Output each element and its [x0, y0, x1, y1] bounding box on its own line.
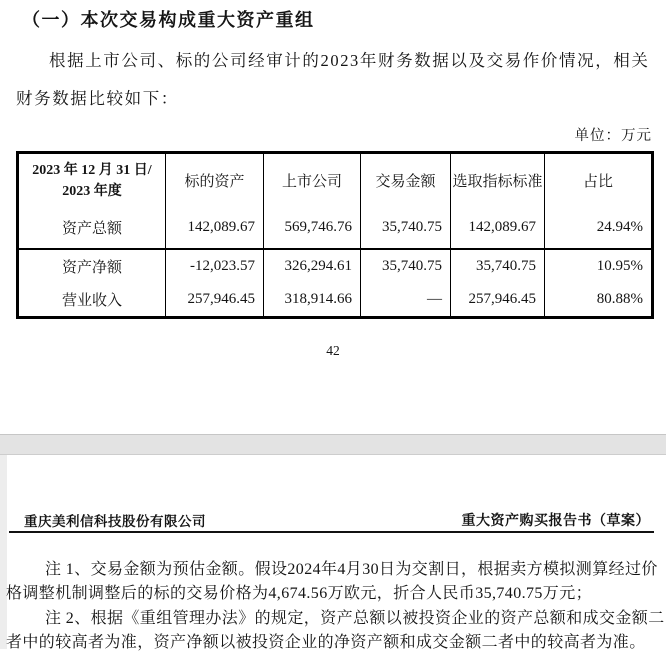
- page-separator-band: [0, 434, 666, 455]
- section-heading: （一）本次交易构成重大资产重组: [22, 10, 315, 30]
- period-line-1: 2023 年 12 月 31 日/: [32, 162, 152, 178]
- table-cell: 10.95%: [596, 258, 643, 274]
- period-line-2: 2023 年度: [62, 183, 122, 199]
- table-cell: 142,089.67: [166, 208, 264, 249]
- table-cell: 24.94%: [545, 208, 653, 249]
- table-row-net-assets: [18, 249, 653, 284]
- table-cell: 资产总额: [18, 208, 166, 249]
- table-cell: 318,914.66: [264, 284, 361, 318]
- table-cell: —: [361, 284, 451, 318]
- body-paragraph-line-1: 根据上市公司、标的公司经审计的2023年财务数据以及交易作价情况，相关: [49, 51, 650, 70]
- page-number: 42: [326, 343, 340, 358]
- table-cell: -12,023.57: [166, 249, 264, 284]
- table-header-cell-target-assets: 标的资产: [166, 153, 264, 208]
- table-header-cell-listed-company: 上市公司: [264, 153, 361, 208]
- table-header-cell-ratio: 占比: [582, 174, 613, 191]
- table-cell: 257,946.45: [451, 284, 545, 318]
- note-2-line-2: 者中的较高者为准，资产净额以被投资企业的净资产额和成交金额二者中的较高者为准。: [6, 634, 646, 651]
- table-cell: 35,740.75: [451, 249, 545, 284]
- table-header-cell-period: [18, 153, 166, 208]
- table-header-cell-selected-indicator: 选取指标标准: [451, 153, 545, 208]
- note-2-line-1: 注 2、根据《重组管理办法》的规定，资产总额以被投资企业的资产总额和成交金额二: [45, 610, 665, 627]
- table-cell: 142,089.67: [451, 208, 545, 249]
- table-row-total-assets: [18, 208, 653, 249]
- note-1-line-2: 格调整机制调整后的标的交易价格为4,674.56万欧元，折合人民币35,740.75万元；: [6, 585, 593, 602]
- body-paragraph-line-2: 财务数据比较如下：: [16, 89, 179, 108]
- table-cell: 257,946.45: [166, 284, 264, 318]
- note-1-line-1: 注 1、交易金额为预估金额。假设2024年4月30日为交割日，根据卖方模拟测算经过价: [45, 561, 658, 578]
- unit-label: 单位：万元: [574, 128, 652, 144]
- table-row-operating-revenue: [18, 284, 653, 318]
- financial-comparison-table: [16, 151, 654, 319]
- table-cell: 35,740.75: [361, 249, 451, 284]
- table-cell: 35,740.75: [361, 208, 451, 249]
- document-header-company: 重庆美利信科技股份有限公司: [24, 514, 206, 529]
- document-header-rule: [9, 531, 654, 533]
- table-cell: 资产净额: [18, 249, 166, 284]
- table-cell: 326,294.61: [264, 249, 361, 284]
- table-cell: 80.88%: [596, 291, 643, 308]
- table-cell: 569,746.76: [264, 208, 361, 249]
- table-header-cell-transaction-amount: 交易金额: [361, 153, 451, 208]
- table-cell: 营业收入: [18, 284, 166, 318]
- table-header-row: [18, 153, 653, 208]
- document-header-report-title: 重大资产购买报告书（草案）: [461, 514, 650, 529]
